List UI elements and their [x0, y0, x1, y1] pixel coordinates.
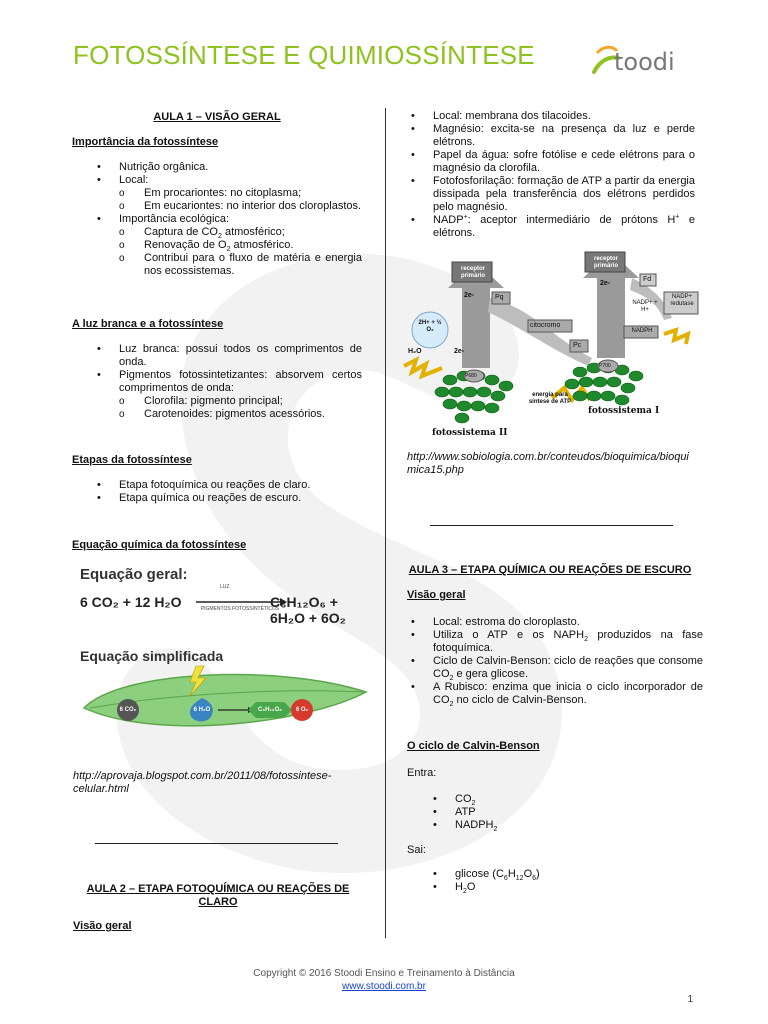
list-item: • A Rubisco: enzima que inicia o ciclo incorporador de $CO_2$ no ciclo de Calvin-Benson. [408, 681, 703, 707]
etapas-list [94, 479, 362, 505]
column-divider [385, 108, 386, 938]
section-separator [430, 525, 673, 526]
svg-text:toodi: toodi [614, 48, 675, 76]
list-item: • ATP [430, 806, 630, 819]
equacao-source-link[interactable]: http://aprovaja.blogspot.com.br/2011/08/fotossintese-celular.html [73, 770, 332, 795]
etapas-heading: Etapas da fotossíntese [72, 454, 192, 466]
sai-label: Sai: [407, 844, 426, 856]
diagram-source-link[interactable]: http://www.sobiologia.com.br/conteudos/bioquimica/bioquimica15.php [407, 451, 689, 476]
oxygen-release-label: 2H+ + ½ O₂ [418, 320, 442, 333]
pq-label: Pq [495, 294, 504, 301]
importancia-list [94, 161, 362, 278]
leaf-label-co2: 6 CO₂ [119, 707, 137, 713]
equacao-rhs: C₆H₁₂O₆ + 6H₂O + 6O₂ [270, 594, 346, 626]
page-title: FOTOSSÍNTESE E QUIMIOSSÍNTESE [73, 40, 535, 70]
importancia-heading: Importância da fotossíntese [72, 136, 219, 148]
leaf-label-glicose: C₆H₁₂O₆ [258, 707, 282, 713]
list-item: • glicose $(C_6H_{12}O_6)$ [430, 868, 630, 881]
leaf-label-h2o: 6 H₂O [193, 707, 211, 713]
list-item: • Etapa química ou reações de escuro. [94, 492, 362, 505]
copyright-text: Copyright © 2016 Stoodi Ensino e Treinamento à Distância [253, 968, 515, 979]
list-item: • Local: o Em procariontes: no citoplasma; o Em eucariontes: no interior dos cloroplastos. [94, 174, 362, 213]
list-item: • $NADPH_2$ [430, 819, 630, 832]
electron-label-1: 2e- [464, 292, 475, 299]
aula3-visao-geral: Visão geral [407, 589, 466, 601]
list-item: • Etapa fotoquímica ou reações de claro. [94, 479, 362, 492]
sub-item: o Contribui para o fluxo de matéria e energia nos ecossistemas. [119, 252, 362, 278]
aula2-heading: AULA 2 – ETAPA FOTOQUÍMICA OU REAÇÕES DE CLARO [86, 883, 350, 908]
list-item: • Papel da água: sofre fotólise e cede elétrons para o magnésio da clorofila. [408, 149, 695, 175]
fd-label: Fd [643, 276, 652, 283]
sub-item: o Em procariontes: no citoplasma; [119, 187, 362, 200]
calvin-heading: O ciclo de Calvin-Benson [407, 740, 540, 752]
arrow-top-label: LUZ [220, 584, 230, 590]
list-item: • Local: membrana dos tilacoides. [408, 110, 695, 123]
aula1-heading: AULA 1 – VISÃO GERAL [153, 111, 281, 123]
electron-label-3: 2e- [454, 348, 465, 355]
sub-item: o Captura de $CO_2$ atmosférico; [119, 226, 362, 239]
list-item: • Fotofosforilação: formação de ATP a partir da energia dissipada pela transferência dos elétrons perdidos pelo magnésio. [408, 175, 695, 214]
list-item: • NADP+: aceptor intermediário de prótons H+ e elétrons. [408, 214, 695, 240]
list-item: • Luz branca: possui todos os comprimentos de onda. [94, 343, 362, 369]
nadph-label: NADPH [631, 328, 653, 334]
footer-url-link[interactable]: www.stoodi.com.br [342, 981, 426, 992]
list-item: • Local: estroma do cloroplasto. [408, 616, 703, 629]
quimica-list [408, 616, 703, 707]
receptor-primario-2: receptor primário [460, 266, 485, 279]
sub-item: o Em eucariontes: no interior dos cloroplastos. [119, 200, 362, 213]
arrow-bottom-label: PIGMENTOS FOTOSSINTÉTICOS [200, 606, 280, 612]
fotoquimica-list [408, 110, 695, 240]
sub-item: o Renovação de $O_2$ atmosférico. [119, 239, 362, 252]
p680-label: P680 [465, 373, 477, 379]
list-item: • Pigmentos fotossintetizantes: absorvem certos comprimentos de onda: o Clorofila: pigmento principal; o Carotenoides: pigmentos acessórios. [94, 369, 362, 421]
list-item: • $CO_2$ [430, 793, 630, 806]
luz-heading: A luz branca e a fotossíntese [72, 318, 224, 330]
sai-list [430, 868, 630, 894]
energia-atp-label: energia para síntese de ATP [528, 392, 572, 405]
fotossistema-2-label: fotossistema II [432, 428, 508, 438]
leaf-label-o2: 6 O₂ [295, 707, 309, 713]
footer-link-wrapper [0, 980, 768, 993]
leaf-illustration [80, 662, 370, 740]
nadp-redutase-label: NADP+ redutase [670, 294, 694, 307]
receptor-primario-1: receptor primário [593, 256, 618, 269]
section-separator [95, 843, 338, 844]
left-column [72, 111, 362, 552]
list-item: • Ciclo de Calvin-Benson: ciclo de reações que consome $CO_2$ e gera glicose. [408, 655, 703, 681]
aula3-heading: AULA 3 – ETAPA QUÍMICA OU REAÇÕES DE ESCURO [408, 564, 692, 576]
p700-label: P700 [599, 363, 611, 369]
photosystem-diagram [402, 248, 700, 440]
pc-label: Pc [573, 342, 582, 349]
equacao-lhs: 6 CO₂ + 12 H₂O [80, 594, 182, 610]
stoodi-logo[interactable] [590, 42, 700, 78]
list-item: • $H_2O$ [430, 881, 630, 894]
page-number: 1 [687, 994, 693, 1005]
fotossistema-1-label: fotossistema I [588, 406, 660, 416]
equacao-geral-label: Equação geral: [80, 566, 188, 583]
equation-figure [80, 566, 370, 736]
entra-list [430, 793, 630, 832]
sub-item: o Clorofila: pigmento principal; [119, 395, 362, 408]
sub-item: o Carotenoides: pigmentos acessórios. [119, 408, 362, 421]
right-column [400, 110, 695, 240]
list-item: • Importância ecológica: o Captura de $CO_2$ atmosférico; o Renovação de $O_2$ atmosférico. o Contribui para o fluxo de matéria e energia nos ecossistemas. [94, 213, 362, 278]
list-item: • Utiliza o ATP e os $NAPH_2$ produzidos na fase fotoquímica. [408, 629, 703, 655]
aula2-visao-geral: Visão geral [73, 920, 132, 932]
electron-label-2: 2e- [600, 280, 611, 287]
luz-list [94, 343, 362, 421]
citocromo-label: citocromo [530, 322, 561, 329]
equacao-heading: Equação química da fotossíntese [72, 539, 247, 551]
entra-label: Entra: [407, 767, 437, 779]
h2o-label: H₂O [408, 348, 422, 355]
nadp-h-label: NADP+ + H+ [632, 300, 658, 313]
list-item: • Magnésio: excita-se na presença da luz e perde elétrons. [408, 123, 695, 149]
equacao-simplificada-label: Equação simplificada [80, 648, 224, 664]
list-item: • Nutrição orgânica. [94, 161, 362, 174]
